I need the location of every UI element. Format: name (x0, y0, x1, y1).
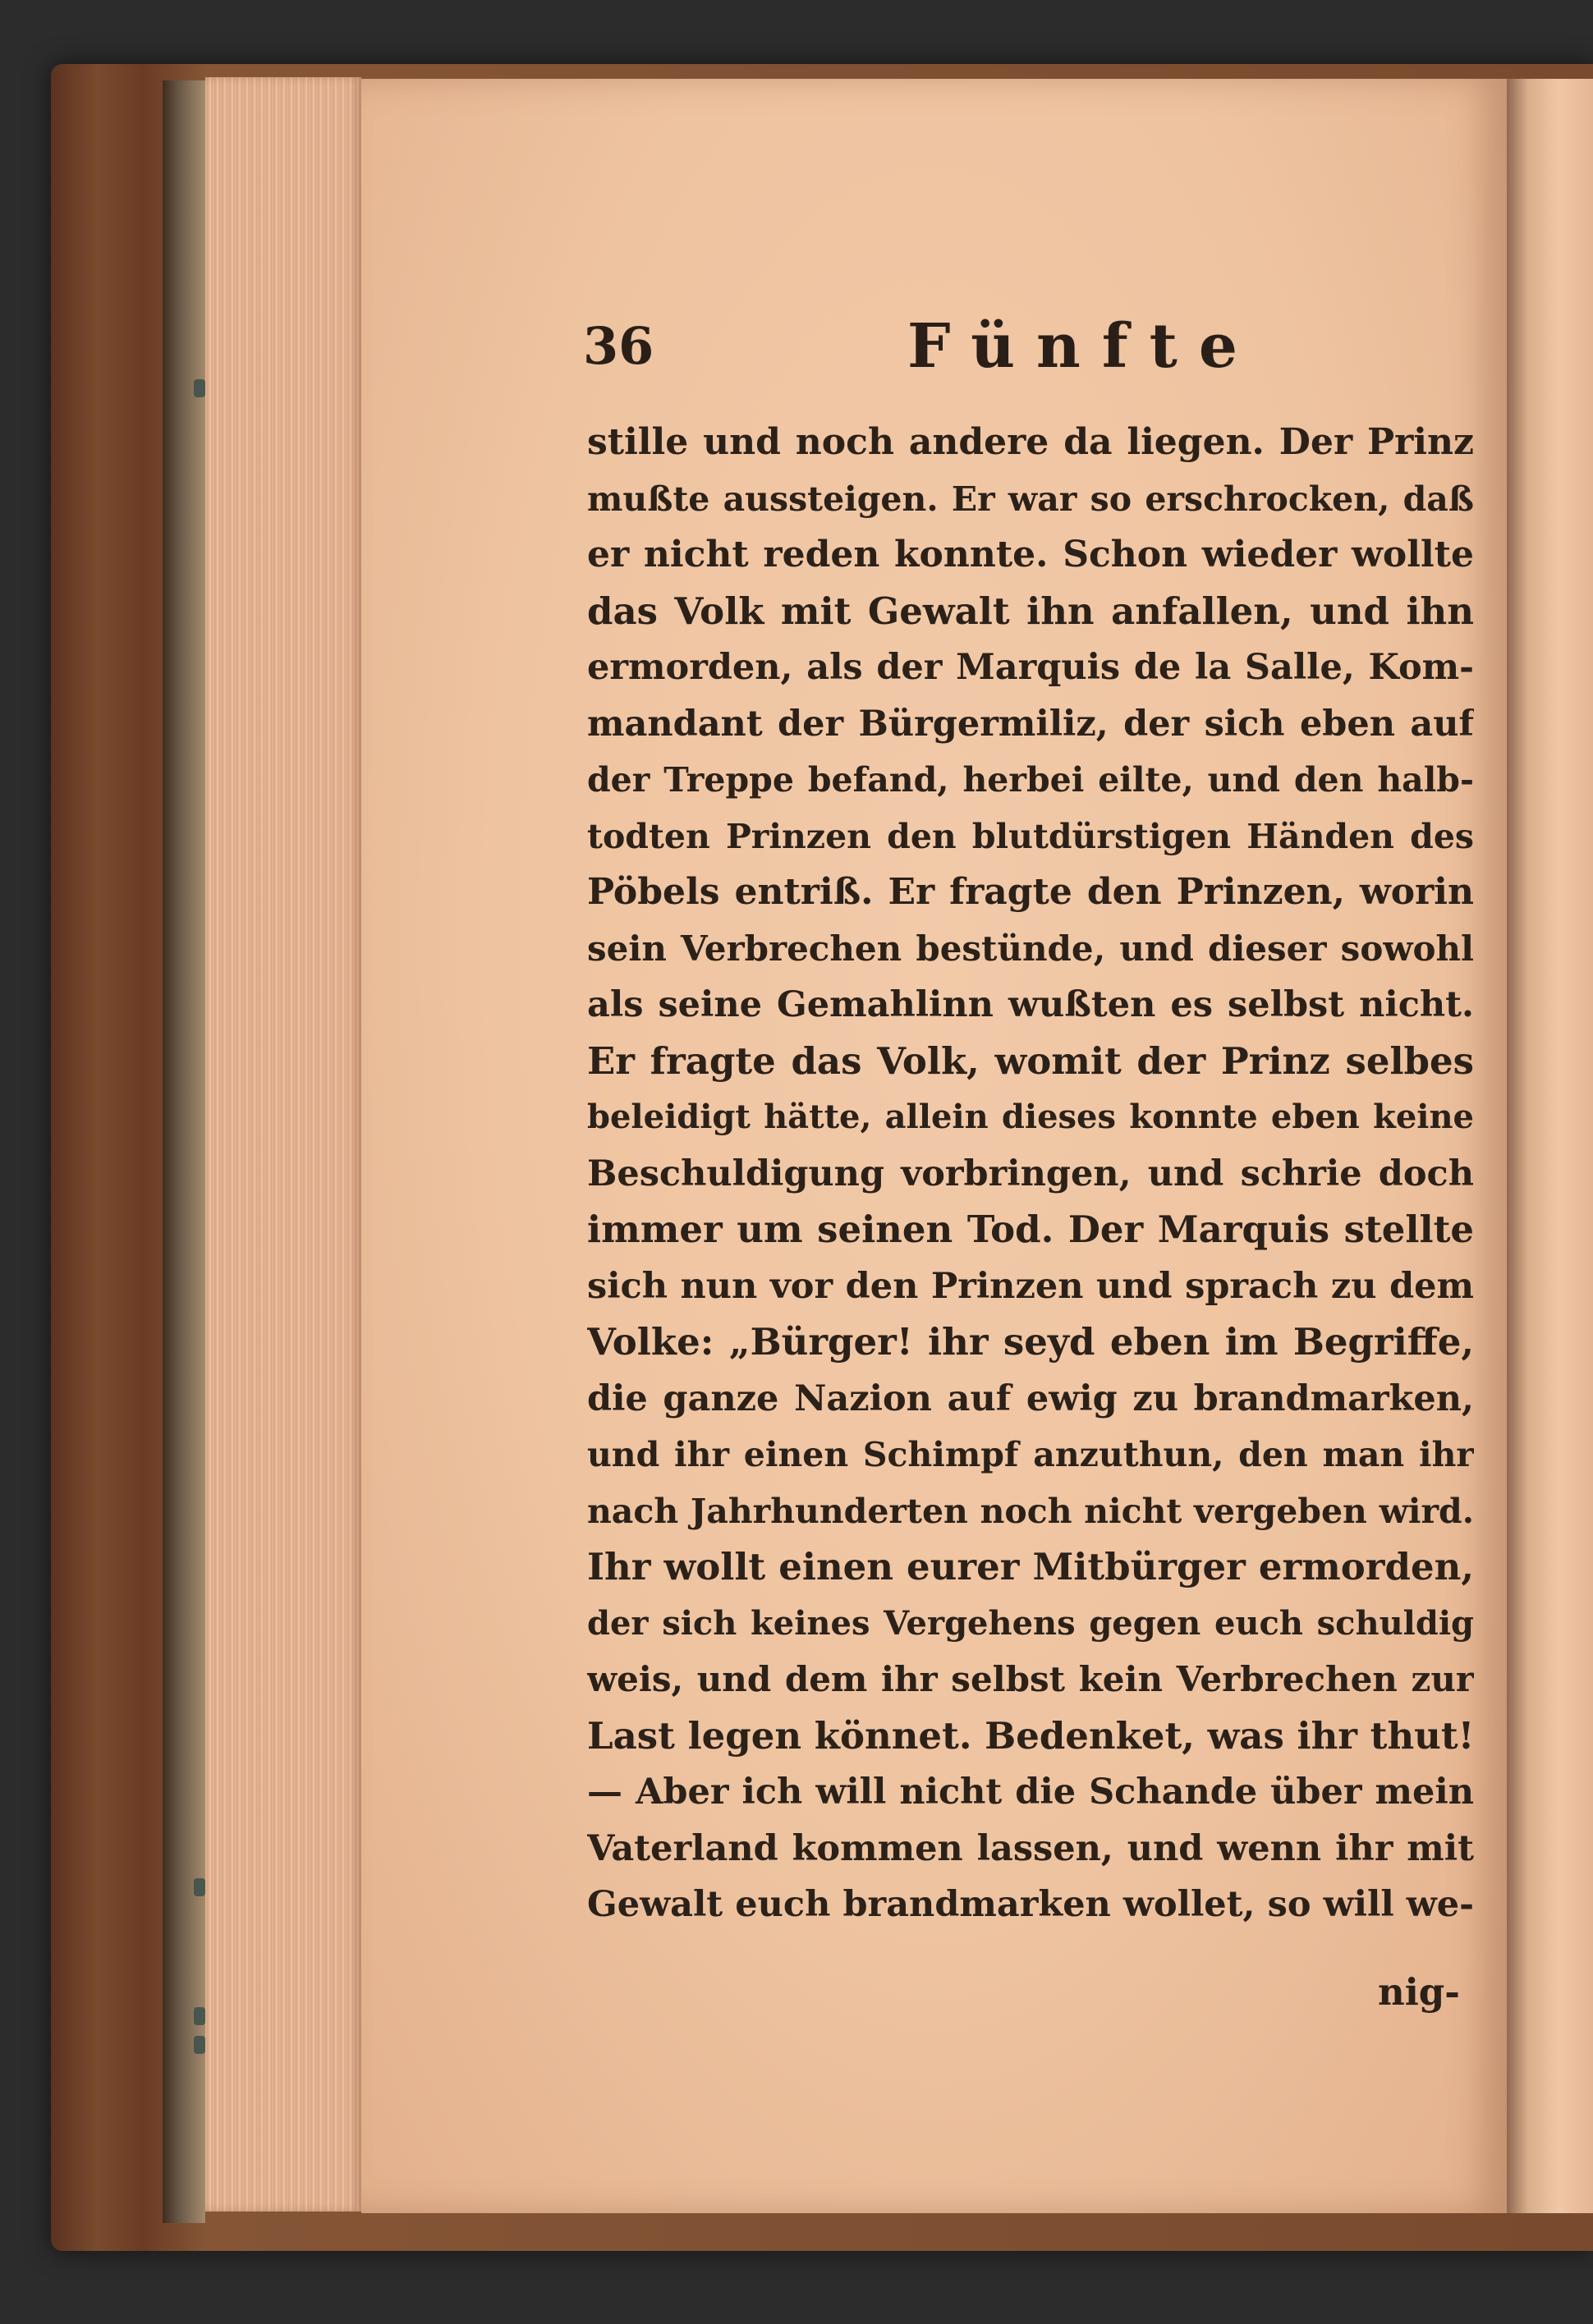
text-line: nach Jahrhunderten noch nicht vergeben wird. (587, 1491, 1474, 1531)
text-line: und ihr einen Schimpf anzuthun, den man ihr (587, 1435, 1474, 1474)
text-line: die ganze Nazion auf ewig zu brandmarken, (587, 1377, 1474, 1419)
cover-inner-edge (163, 80, 205, 2223)
binding-mark (194, 2007, 205, 2025)
catchword: nig- (1378, 1970, 1460, 2014)
binding-mark (194, 2036, 205, 2054)
book-gutter (1507, 79, 1593, 2213)
running-head: Fünfte (907, 311, 1259, 382)
text-line: — Aber ich will nicht die Schande über mein (587, 1772, 1474, 1813)
text-line: immer um seinen Tod. Der Marquis stellte (587, 1208, 1474, 1251)
page-header (583, 311, 1322, 398)
text-line: als seine Gemahlinn wußten es selbst nicht. (587, 984, 1474, 1025)
text-line: Beschuldigung vorbringen, und schrie doch (587, 1153, 1474, 1194)
body-text (587, 415, 1474, 1933)
text-line: Vaterland kommen lassen, und wenn ihr mit (587, 1827, 1474, 1869)
text-line: sein Verbrechen bestünde, und dieser sowohl (587, 928, 1474, 969)
text-line: der sich keines Vergehens gegen euch schuldig (587, 1603, 1474, 1643)
text-line: Volke: „Bürger! ihr seyd eben im Begriffe, (587, 1320, 1474, 1364)
text-line: Er fragte das Volk, womit der Prinz selbes (587, 1038, 1474, 1083)
text-line: todten Prinzen den blutdürstigen Händen des (587, 816, 1474, 856)
binding-mark (194, 1878, 205, 1896)
text-line: weis, und dem ihr selbst kein Verbrechen zur (587, 1659, 1474, 1699)
text-line: sich nun vor den Prinzen und sprach zu dem (587, 1265, 1474, 1307)
text-line: Gewalt euch brandmarken wollet, so will we- (587, 1884, 1474, 1925)
text-line: das Volk mit Gewalt ihn anfallen, und ihn (587, 589, 1474, 633)
text-line: Last legen könnet. Bedenket, was ihr thut! (587, 1713, 1474, 1758)
text-line: er nicht reden konnte. Schon wieder wollte (587, 534, 1474, 575)
binding-mark (194, 379, 205, 397)
page-edges (205, 77, 361, 2212)
text-line: Pöbels entriß. Er fragte den Prinzen, worin (587, 871, 1474, 913)
text-line: beleidigt hätte, allein dieses konnte eben keine (587, 1098, 1474, 1136)
text-line: Ihr wollt einen eurer Mitbürger ermorden, (587, 1545, 1474, 1588)
text-line: der Treppe befand, herbei eilte, und den halb- (587, 760, 1474, 800)
text-line: mußte aussteigen. Er war so erschrocken, daß (587, 479, 1474, 519)
text-line: mandant der Bürgermiliz, der sich eben auf (587, 703, 1474, 745)
page-number: 36 (583, 316, 654, 376)
text-line: stille und noch andere da liegen. Der Prinz (587, 421, 1474, 463)
text-line: ermorden, als der Marquis de la Salle, Kom- (587, 647, 1474, 688)
